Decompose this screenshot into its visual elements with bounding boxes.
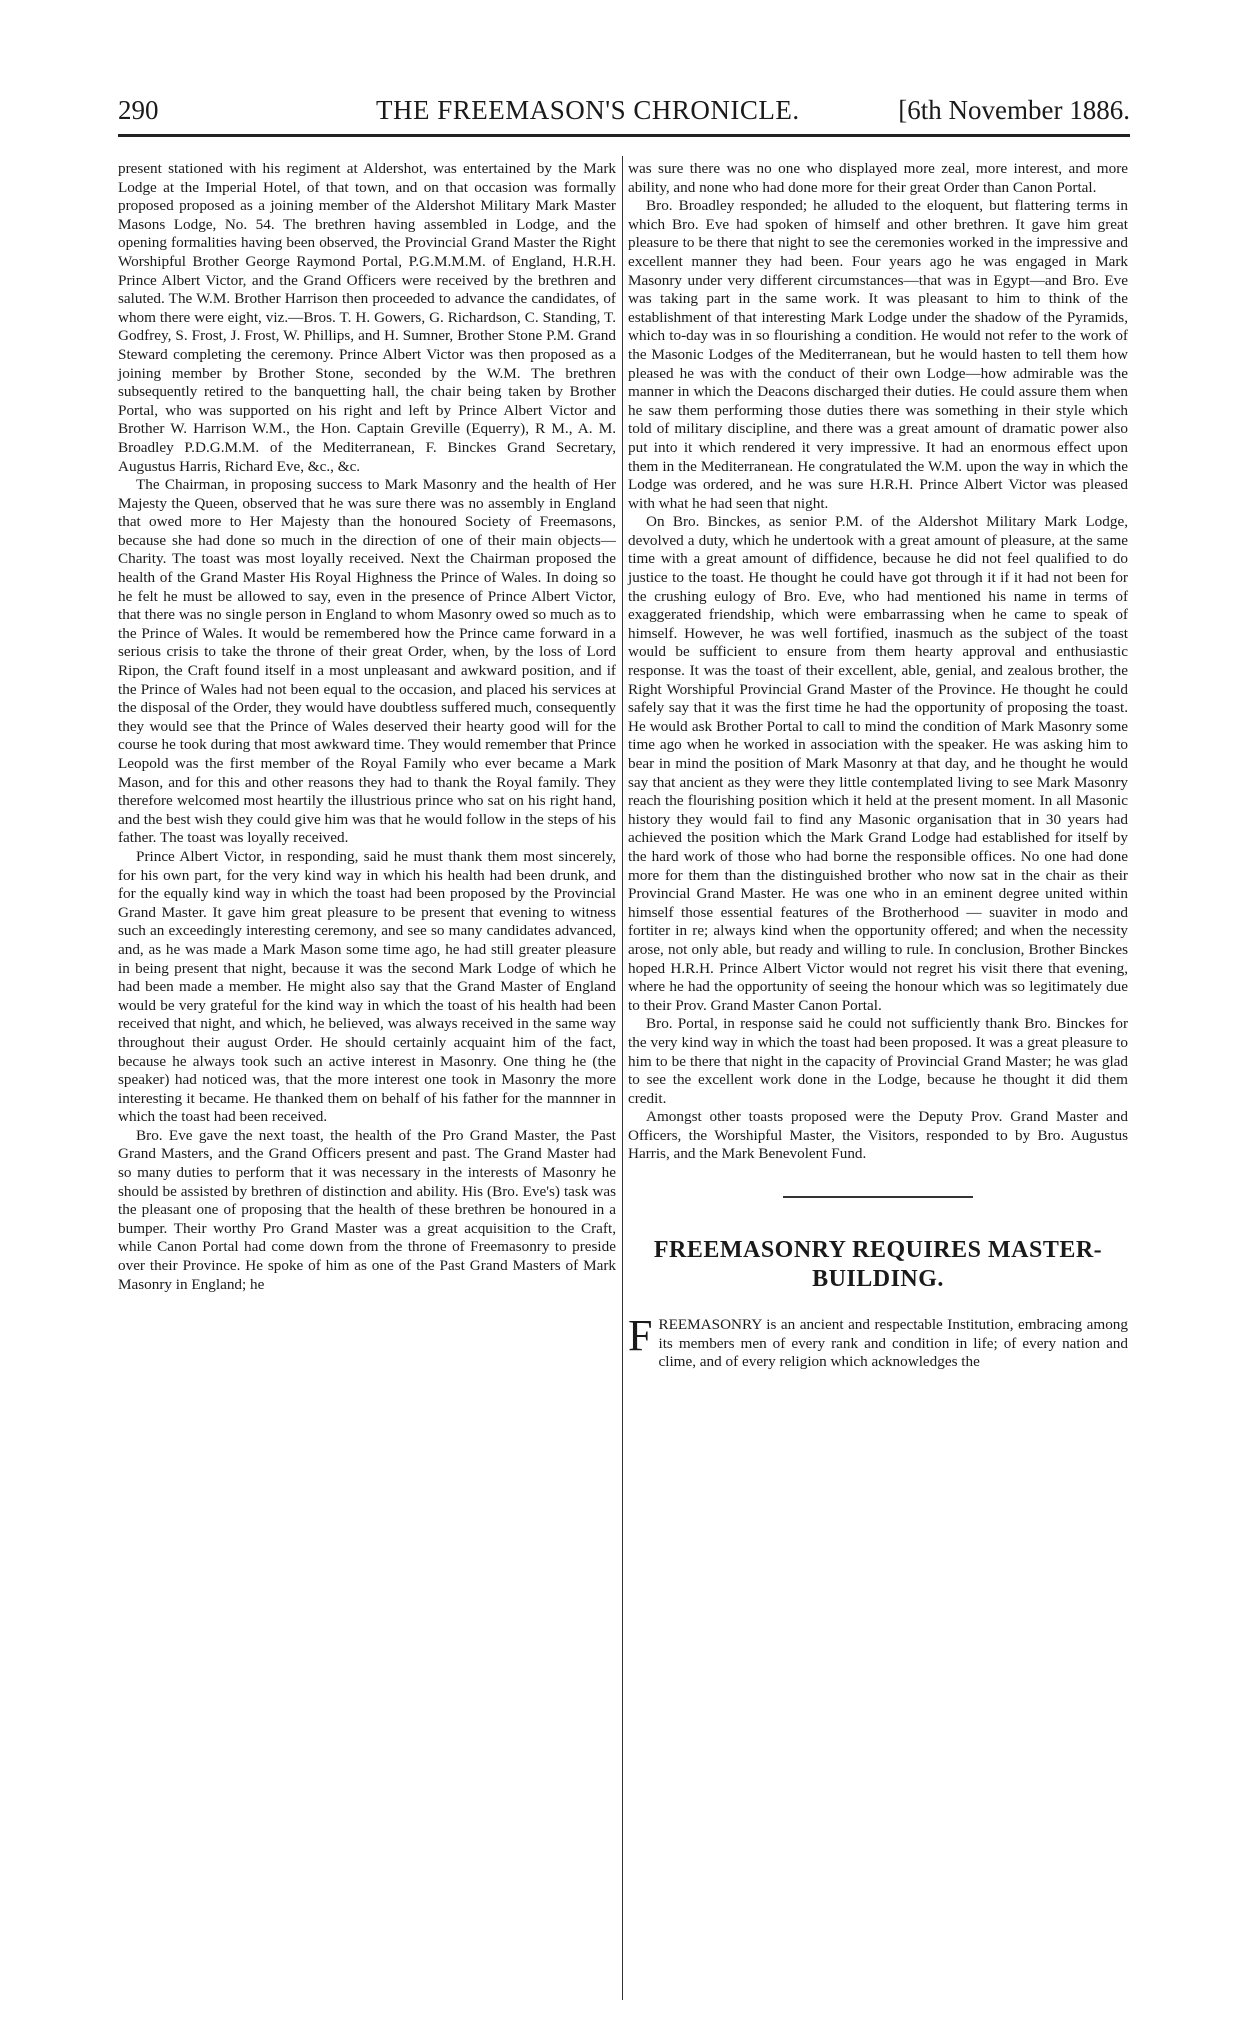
paragraph: On Bro. Binckes, as senior P.M. of the Aldershot Military Mark Lodge, devolved a duty, which he undertook with a great amount of pleasure, at the same time with a great amount of diffidence, because he did not feel qualified to do justice to the toast. He thought he could have got through it if it had not been for the crushing eulogy of Bro. Eve, who had mentioned his name in terms of exaggerated friendship, which were embarrassing when he came to speak of himself. However, he was well fortified, inasmuch as the subject of the toast would be sufficient to ensure from them hearty approval and enthusiastic response. It was the toast of their excellent, able, genial, and zealous brother, the Right Worshipful Provincial Grand Master of the Province. He thought he could safely say that it was the first time he had the opportunity of proposing the toast. He would ask Brother Portal to call to mind the condition of Mark Masonry some time ago when he worked in association with the speaker. He was asking him to bear in mind the position of Mark Masonry at that day, and he thought he would say that ancient as they were they little contemplated living to see Mark Masonry reach the flourishing position which it held at the present moment. In all Masonic history they would fail to find any Masonic organisation that in 30 years had achieved the position which the Mark Grand Lodge had established for itself by the hard work of those who had borne the responsible offices. No one had done more for them than the distinguished brother who now sat in the chair as their Provincial Grand Master. He was one who in an eminent degree united within himself those essential features of the Brotherhood — suaviter in modo and fortiter in re; always kind when the opportunity offered; and when the necessity arose, not only able, but ready and willing to rule. In conclusion, Brother Binckes hoped H.R.H. Prince Albert Victor would not regret his visit there that evening, where he had the opportunity of seeing the honour which was so legitimately due to their Prov. Grand Master Canon Portal.: [628, 513, 1128, 1014]
paragraph: Prince Albert Victor, in responding, said he must thank them most sincerely, for his own part, for the very kind way in which his health had been drunk, and for the equally kind way in which the toast had been proposed by the Provincial Grand Master. It gave him great pleasure to be present that evening to witness such an exceedingly interesting ceremony, and see so many candidates advanced, and, as he was made a Mark Mason some time ago, he had still greater pleasure in being present that night, because it was the second Mark Lodge of which he had been made a member. He might also say that the Grand Master of England would be very grateful for the kind way in which the toast of his health had been received that night, and which, he believed, was always received in the same way throughout their august Order. He should certainly acquaint him of the fact, because he always took such an active interest in Masonry. One thing he (the speaker) had noticed was, that the more interest one took in Masonry the more interesting it became. He thanked them on behalf of his father for the mannner in which the toast had been received.: [118, 847, 616, 1126]
paragraph: Bro. Portal, in response said he could not sufficiently thank Bro. Binckes for the very kind way in which the toast had been proposed. It was a great pleasure to him to be there that night in the capacity of Provincial Grand Master; he was glad to see the excellent work done in the Lodge, because he thought it did them credit.: [628, 1015, 1128, 1107]
column-divider: [622, 156, 623, 2000]
right-column: [628, 160, 1128, 1372]
article-text: REEMASONRY is an ancient and respectable Institution, embracing among its members men of every rank and condition in life; of every nation and clime, and of every religion which acknowledges the: [658, 1316, 1128, 1371]
section-divider: [783, 1196, 973, 1198]
drop-cap: F: [628, 1311, 653, 1361]
article-first-paragraph: [628, 1311, 1128, 1372]
page-header: [118, 95, 1130, 135]
masthead-title: THE FREEMASON'S CHRONICLE.: [376, 95, 800, 125]
page-number: 290: [118, 95, 159, 125]
paragraph: present stationed with his regiment at Aldershot, was entertained by the Mark Lodge at the Imperial Hotel, of that town, and on that occasion was formally proposed proposed as a joining member of the Aldershot Military Mark Master Masons Lodge, No. 54. The brethren having assembled in Lodge, and the opening formalities having been observed, the Provincial Grand Master the Right Worshipful Brother George Raymond Portal, P.G.M.M.M. of England, H.R.H. Prince Albert Victor, and the Grand Officers were received by the brethren and saluted. The W.M. Brother Harrison then proceeded to advance the candidates, of whom there were eight, viz.—Bros. T. H. Gowers, G. Richardson, C. Standing, T. Godfrey, S. Frost, J. Frost, W. Phillips, and H. Sumner, Brother Stone P.M. Grand Steward completing the ceremony. Prince Albert Victor was then proposed as a joining member by Brother Stone, seconded by the W.M. The brethren subsequently retired to the banquetting hall, the chair being taken by Brother Portal, who was supported on his right and left by Prince Albert Victor and Brother W. Harrison W.M., the Hon. Captain Greville (Equerry), R M., A. M. Broadley P.D.G.M.M. of the Mediterranean, F. Binckes Grand Secretary, Augustus Harris, Richard Eve, &c., &c.: [118, 160, 616, 475]
header-rule: [118, 134, 1130, 137]
paragraph: Amongst other toasts proposed were the Deputy Prov. Grand Master and Officers, the Worshipful Master, the Visitors, responded to by Bro. Augustus Harris, and the Mark Benevolent Fund.: [628, 1108, 1128, 1163]
paragraph: Bro. Broadley responded; he alluded to the eloquent, but flattering terms in which Bro. Eve had spoken of himself and other brethren. It gave him great pleasure to be there that night to see the ceremonies worked in the impressive and excellent manner they had been. Four years ago he was engaged in Mark Masonry under very different circumstances—that was in Egypt—and Bro. Eve was taking part in the same work. It was pleasant to him to think of the establishment of that interesting Mark Lodge under the shadow of the Pyramids, which to-day was in so flourishing a condition. He would not refer to the work of the Masonic Lodges of the Mediterranean, but he would hasten to tell them how pleased he was with the conduct of their own Lodge—how admirable was the manner in which the Deacons discharged their duties. He could assure them when he saw them performing those duties there was something in their style which told of military discipline, and there was a great amount of dramatic power also put into it which rendered it very impressive. It had an enormous effect upon them in the Mediterranean. He congratulated the W.M. upon the way in which the Lodge was ordered, and he was sure H.R.H. Prince Albert Victor was pleased with what he had seen that night.: [628, 197, 1128, 512]
issue-date: [6th November 1886.: [898, 95, 1130, 125]
left-column: [118, 160, 616, 1294]
article-heading: FREEMASONRY REQUIRES MASTER-BUILDING.: [653, 1237, 1103, 1293]
paragraph: The Chairman, in proposing success to Mark Masonry and the health of Her Majesty the Queen, observed that he was sure there was no assembly in England that owed more to Her Majesty than the honoured Society of Freemasons, because she had done so much in the direction of one of their main objects—Charity. The toast was most loyally received. Next the Chairman proposed the health of the Grand Master His Royal Highness the Prince of Wales. In doing so he felt he must be allowed to say, even in the presence of Prince Albert Victor, that there was no single person in England to whom Masonry owed so much as to the Prince of Wales. It would be remembered how the Prince came forward in a serious crisis to take the throne of their great Order, when, by the loss of Lord Ripon, the Craft found itself in a most unpleasant and awkward position, and if the Prince of Wales had not been equal to the occasion, and placed his services at the disposal of the Order, they would have doubtless suffered much, consequently they would see that the Prince of Wales deserved their hearty good will for the course he took during that most awkward time. They would remember that Prince Leopold was the first member of the Royal Family who ever became a Mark Mason, and for this and other reasons they had to thank the Royal family. They therefore welcomed most heartily the illustrious prince who sat on his right hand, and the best wish they could give him was that he would follow in the steps of his father. The toast was loyally received.: [118, 476, 616, 847]
paragraph: was sure there was no one who displayed more zeal, more interest, and more ability, and none who had done more for their great Order than Canon Portal.: [628, 160, 1128, 196]
paragraph: Bro. Eve gave the next toast, the health of the Pro Grand Master, the Past Grand Masters, and the Grand Officers present and past. The Grand Master had so many duties to perform that it was necessary in the interests of Masonry he should be assisted by brethren of distinction and ability. His (Bro. Eve's) task was the pleasant one of proposing that the health of these brethren be honoured in a bumper. Their worthy Pro Grand Master was a great acquisition to the Craft, while Canon Portal had come down from the throne of Freemasonry to preside over their Province. He spoke of him as one of the Past Grand Masters of Mark Masonry in England; he: [118, 1126, 616, 1293]
